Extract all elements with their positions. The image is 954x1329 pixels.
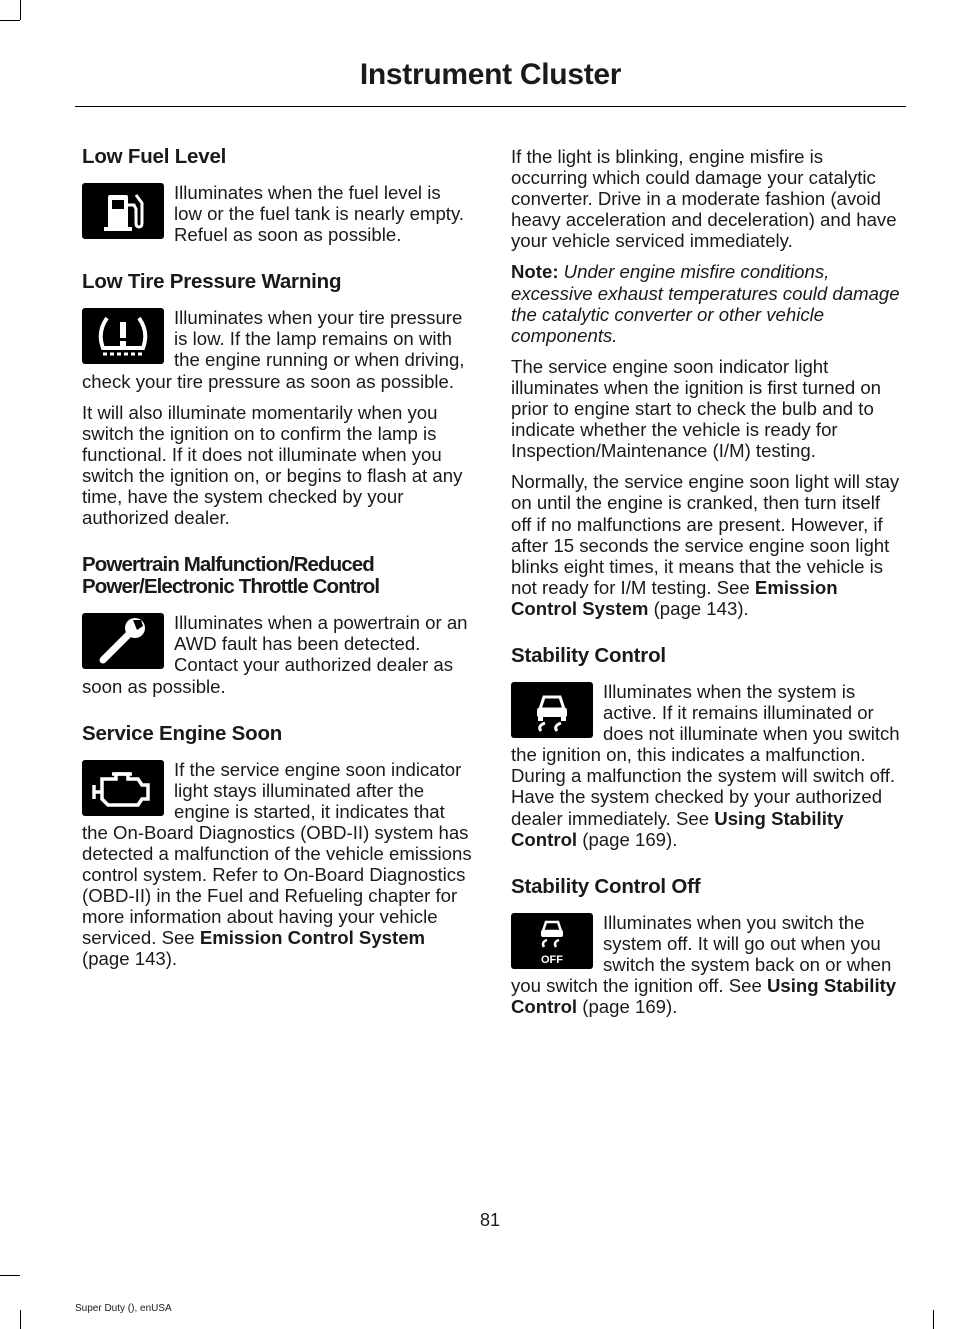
- page-reference: (page 169).: [577, 828, 678, 850]
- page-title: Instrument Cluster: [359, 58, 622, 91]
- tire-pressure-icon: [82, 308, 164, 364]
- section-low-fuel: [82, 146, 472, 245]
- crop-mark: [0, 1275, 20, 1276]
- section-body: If the light is blinking, engine misfire is occurring which could damage your catalytic converter. Drive in a moderate fashion (avoid heavy acceleration and deceleration) and have your vehicle serviced immediately.: [511, 146, 897, 252]
- body-text: If the service engine soon indicator light stays illuminated after the engine is started, it indicates that the On-Board Diagnostics (OBD-II) system has detected a malfunction of the vehicle emissions control system. Refer to On-Board Diagnostics (OBD-II) in the Fuel and Refueling chapter for more information about having your vehicle serviced. See: [82, 758, 472, 949]
- section-low-tire: [82, 271, 472, 528]
- section-body: Illuminates when your tire pressure is low. If the lamp remains on with the engine running or when driving, check your tire pressure as soon as possible.: [82, 307, 465, 392]
- crop-mark: [0, 20, 20, 21]
- section-heading: [82, 554, 472, 598]
- heading-line: Power/Electronic Throttle Control: [82, 575, 380, 599]
- cross-reference-link[interactable]: Using Stability Control: [511, 807, 844, 850]
- body-text: Illuminates when the system is active. If it remains illuminated or does not illuminate when you switch the ignition on, this indicates a malfunction. During a malfunction the system will switch off. Have the system checked by your authorized dealer immediately. See: [511, 680, 900, 829]
- section-body: The service engine soon indicator light illuminates when the ignition is first turned on prior to engine start to check the bulb and to indicate whether the vehicle is ready for Inspection/Maintenance (I/M) testing.: [511, 355, 882, 462]
- crop-mark: [933, 1310, 934, 1329]
- section-stability-control: [511, 645, 904, 850]
- footer-text: Super Duty (), enUSA: [75, 1303, 172, 1314]
- section-body: Illuminates when the fuel level is low or the fuel tank is nearly empty. Refuel as soon as possible.: [174, 182, 465, 246]
- body-text: Normally, the service engine soon light will stay on until the engine is cranked, then turn itself off if no malfunctions are present. However, if after 15 seconds the service engine soon light blinks eight times, it means that the vehicle is not ready for I/M testing. See: [511, 471, 900, 598]
- icon-off-label: OFF: [541, 953, 563, 966]
- cross-reference-link[interactable]: Using Stability Control: [511, 975, 897, 1018]
- left-column: [82, 146, 472, 996]
- section-stability-control-off: [511, 876, 904, 1017]
- section-powertrain: [82, 554, 472, 696]
- note: [511, 261, 904, 345]
- page-reference: (page 169).: [577, 996, 678, 1018]
- page-number: 81: [479, 1210, 501, 1230]
- wrench-icon: [82, 613, 164, 669]
- section-service-engine: [82, 723, 472, 970]
- body-text: Illuminates when you switch the system off. It will go out when you switch the system back on or when you switch the ignition off. See: [511, 911, 892, 996]
- section-body: Illuminates when a powertrain or an AWD fault has been detected. Contact your authorized dealer as soon as possible.: [82, 612, 468, 697]
- section-body: It will also illuminate momentarily when you switch the ignition on to confirm the lamp is functional. If it does not illuminate when you switch the ignition on, or begins to flash at any time, have the system checked by your authorized dealer.: [82, 401, 463, 529]
- stability-control-icon: [511, 682, 593, 738]
- cross-reference-link[interactable]: Emission Control System: [511, 576, 838, 619]
- heading-line: Powertrain Malfunction/Reduced: [82, 553, 374, 577]
- stability-control-off-icon: [511, 913, 593, 969]
- section-heading: Low Fuel Level: [82, 145, 227, 168]
- page-reference: (page 143).: [648, 597, 749, 619]
- section-heading: Low Tire Pressure Warning: [82, 270, 342, 294]
- note-text: Under engine misfire conditions, excessive exhaust temperatures could damage the catalytic converter or other vehicle components.: [511, 261, 900, 346]
- crop-mark: [20, 0, 21, 20]
- title-divider: [75, 106, 906, 107]
- section-misfire: [511, 146, 904, 619]
- section-heading: Stability Control Off: [511, 874, 701, 898]
- note-label: Note:: [511, 261, 559, 283]
- engine-icon: [82, 760, 164, 816]
- crop-mark: [20, 1310, 21, 1329]
- fuel-pump-icon: [82, 183, 164, 239]
- right-column: [511, 146, 904, 1043]
- section-body: [511, 471, 904, 619]
- section-heading: Stability Control: [511, 643, 666, 667]
- cross-reference-link[interactable]: Emission Control System: [199, 927, 426, 949]
- section-heading: Service Engine Soon: [82, 721, 283, 745]
- page-reference: (page 143).: [82, 948, 178, 970]
